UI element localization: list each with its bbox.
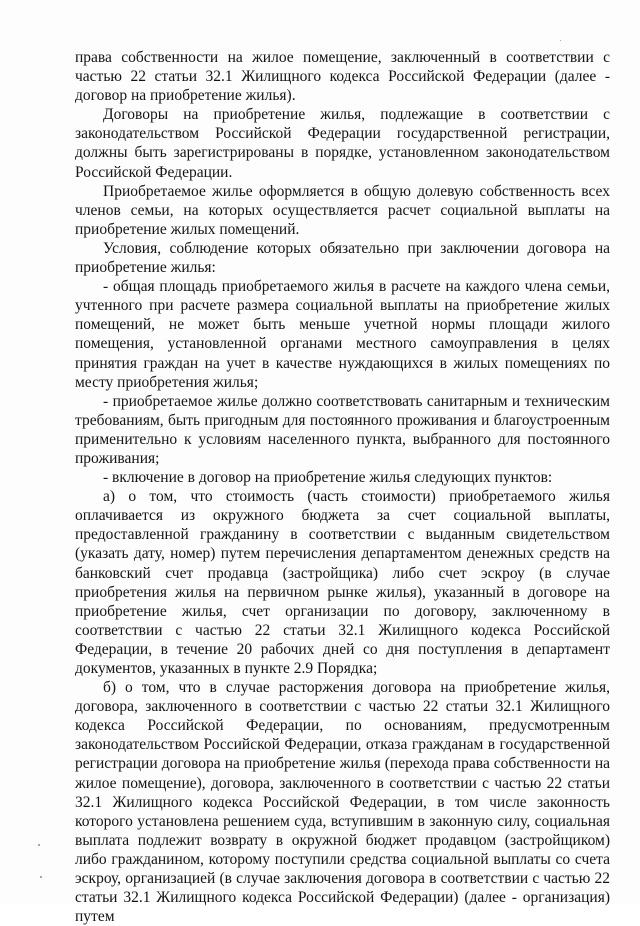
paragraph: Договоры на приобретение жилья, подлежащие в соответствии с законодательством Российской Федерации государственной регистрации, должны быть зарегистрированы в порядке, установленном законодательством Российской Федерации.: [75, 106, 610, 181]
scan-speck: [38, 844, 40, 846]
paragraph: Условия, соблюдение которых обязательно при заключении договора на приобретение жилья:: [75, 239, 610, 277]
scan-speck: [40, 876, 42, 878]
paragraph: Приобретаемое жилье оформляется в общую долевую собственность всех членов семьи, на которых осуществляется расчет социальной выплаты на приобретение жилых помещений.: [75, 182, 610, 238]
list-item: - включение в договор на приобретение жилья следующих пунктов:: [103, 469, 553, 487]
sub-item-b: б) о том, что в случае расторжения договора на приобретение жилья, договора, заключенного в соответствии с частью 22 статьи 32.1 Жилищного кодекса Российской Федерации, по основаниям, предусмотренным законодательством Российской Федерации, отказа гражданам в государственной регистрации договора на приобретение жилья (перехода права собственности на жилое помещение), договора, заключенного в соответствии с частью 22 статьи 32.1 Жилищного кодекса Российской Федерации, в том числе законность которого установлена решением суда, вступившим в законную силу, социальная выплата подлежит возврату в окружной бюджет продавцом (застройщиком) либо гражданином, которому поступили средства социальной выплаты со счета эскроу, организацией (в случае заключения договора в соответствии с частью 22 статьи 32.1 Жилищного кодекса Российской Федерации) (далее - организация) путем: [75, 679, 610, 926]
paragraph: права собственности на жилое помещение, заключенный в соответствии с частью 22 статьи 32.1 Жилищного кодекса Российской Федерации (далее - договор на приобретение жилья).: [75, 49, 610, 105]
scan-speck: [560, 40, 561, 41]
list-item: - приобретаемое жилье должно соответствовать санитарным и техническим требованиям, быть пригодным для постоянного проживания и благоустроенным применительно к условиям населенного пункта, выбранного для постоянного проживания;: [75, 392, 610, 467]
document-body: [75, 48, 610, 926]
list-item: - общая площадь приобретаемого жилья в расчете на каждого члена семьи, учтенного при расчете размера социальной выплаты на приобретение жилых помещений, не может быть меньше учетной нормы площади жилого помещения, установленной органами местного самоуправления в целях принятия граждан на учет в качестве нуждающихся в жилых помещениях по месту приобретения жилья;: [75, 278, 610, 391]
sub-item-a: а) о том, что стоимость (часть стоимости) приобретаемого жилья оплачивается из окружного бюджета за счет социальной выплаты, предоставленной гражданину в соответствии с выданным свидетельством (указать дату, номер) путем перечисления департаментом денежных средств на банковский счет продавца (застройщика) либо счет эскроу (в случае приобретения жилья на первичном рынке жилья), указанный в договоре на приобретение жилья, счет организации по договору, заключенному в соответствии с частью 22 статьи 32.1 Жилищного кодекса Российской Федерации, в течение 20 рабочих дней со дня поступления в департамент документов, указанных в пункте 2.9 Порядка;: [75, 488, 610, 677]
